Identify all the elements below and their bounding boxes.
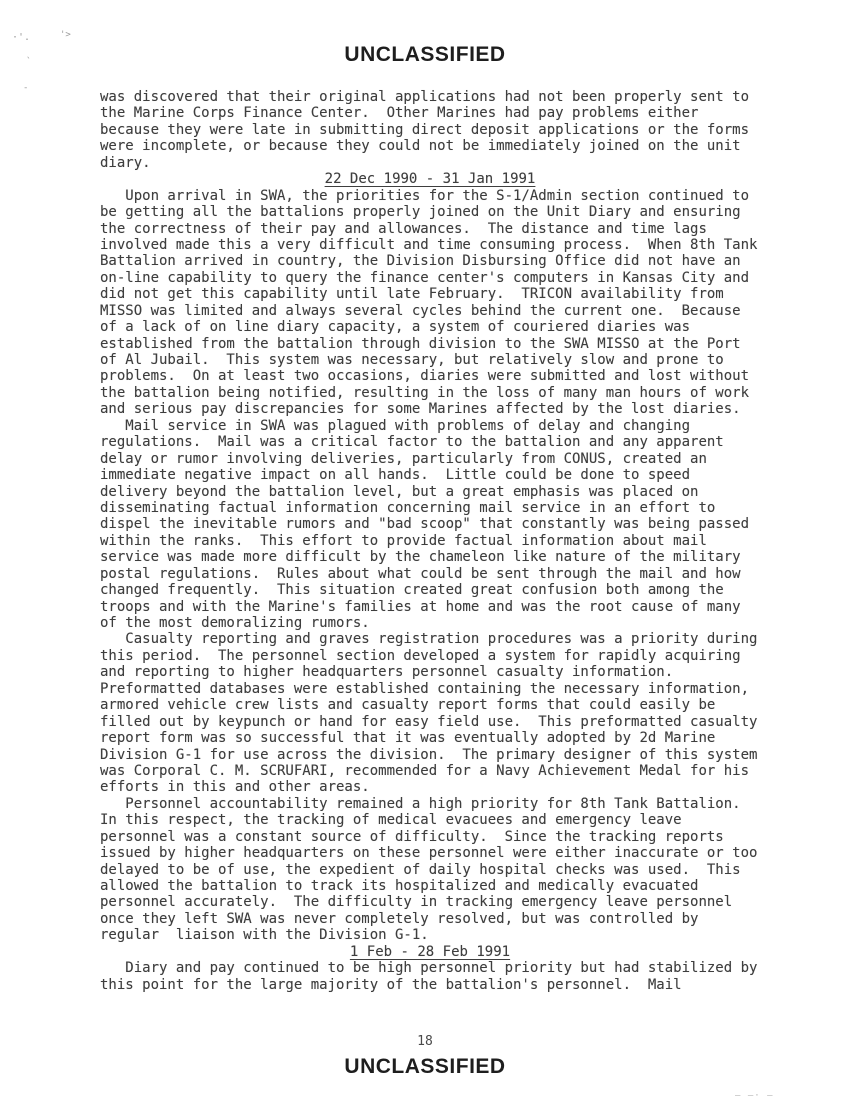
text-line: did not get this capability until late February. TRICON availability from xyxy=(100,286,724,303)
text-line: issued by higher headquarters on these personnel were either inaccurate or too xyxy=(100,845,758,862)
text-line: disseminating factual information concerning mail service in an effort to xyxy=(100,499,716,516)
scan-dash-artifact: — —· — xyxy=(735,1091,774,1101)
text-line: were incomplete, or because they could not be immediately joined on the unit xyxy=(100,138,741,155)
pencil-mark-artifact: - xyxy=(23,83,29,93)
text-line: delivery beyond the battalion level, but a great emphasis was placed on xyxy=(100,483,699,500)
text-line: was Corporal C. M. SCRUFARI, recommended for a Navy Achievement Medal for his xyxy=(100,762,750,779)
text-line: of Al Jubail. This system was necessary, but relatively slow and prone to xyxy=(100,352,724,368)
text-line: Personnel accountability remained a high priority for 8th Tank Battalion. xyxy=(100,795,741,812)
text-line: Battalion arrived in country, the Division Disbursing Office did not have an xyxy=(100,253,741,270)
text-line: the battalion being notified, resulting in the loss of many man hours of work xyxy=(100,384,750,401)
text-line: established from the battalion through division to the SWA MISSO at the Port xyxy=(100,335,741,352)
text-line: diary. xyxy=(100,154,151,171)
text-line: this period. The personnel section developed a system for rapidly acquiring xyxy=(100,647,741,664)
text-line: changed frequently. This situation created great confusion both among the xyxy=(100,582,724,599)
text-line: efforts in this and other areas. xyxy=(100,779,370,796)
text-line: allowed the battalion to track its hospitalized and medically evacuated xyxy=(100,878,699,894)
text-line: report form was so successful that it was eventually adopted by 2d Marine xyxy=(100,730,716,747)
text-line: the Marine Corps Finance Center. Other Marines had pay problems either xyxy=(100,105,699,122)
text-line: troops and with the Marine's families at home and was the root cause of many xyxy=(100,598,741,615)
text-line: problems. On at least two occasions, diaries were submitted and lost without xyxy=(100,368,750,385)
text-line: once they left SWA was never completely resolved, but was controlled by xyxy=(100,910,699,927)
text-line: personnel was a constant source of difficulty. Since the tracking reports xyxy=(100,828,724,845)
pencil-mark-artifact: '> xyxy=(60,30,71,40)
classification-header: UNCLASSIFIED xyxy=(344,43,506,66)
pencil-mark-artifact: ` xyxy=(26,57,32,67)
text-line: and serious pay discrepancies for some Marines affected by the lost diaries. xyxy=(100,401,741,418)
text-line: of a lack of on line diary capacity, a system of couriered diaries was xyxy=(100,319,691,336)
text-line: immediate negative impact on all hands. Little could be done to speed xyxy=(100,467,691,484)
text-line: MISSO was limited and always several cycles behind the current one. Because xyxy=(100,302,741,319)
text-line: personnel accurately. The difficulty in tracking emergency leave personnel xyxy=(100,894,733,911)
section-date-heading-text: 22 Dec 1990 - 31 Jan 1991 xyxy=(324,171,536,188)
text-line: this point for the large majority of the battalion's personnel. Mail xyxy=(100,976,682,993)
text-line: delay or rumor involving deliveries, particularly from CONUS, created an xyxy=(100,450,707,467)
section-date-heading-text: 1 Feb - 28 Feb 1991 xyxy=(349,943,511,960)
text-line: Casualty reporting and graves registration procedures was a priority during xyxy=(100,631,758,648)
text-line: was discovered that their original applications had not been properly sent to xyxy=(100,89,750,105)
text-line: of the most demoralizing rumors. xyxy=(100,615,370,631)
text-line: filled out by keypunch or hand for easy field use. This preformatted casualty xyxy=(100,713,758,730)
text-line: armored vehicle crew lists and casualty report forms that could easily be xyxy=(100,697,716,714)
section-date-heading xyxy=(100,171,760,187)
text-line: Mail service in SWA was plagued with problems of delay and changing xyxy=(100,417,691,434)
text-line: the correctness of their pay and allowances. The distance and time lags xyxy=(100,220,707,237)
document-body xyxy=(100,89,760,993)
text-line: postal regulations. Rules about what could be sent through the mail and how xyxy=(100,565,741,582)
text-line: Preformatted databases were established containing the necessary information, xyxy=(100,680,750,697)
text-line: be getting all the battalions properly joined on the Unit Diary and ensuring xyxy=(100,204,741,221)
text-line: Diary and pay continued to be high personnel priority but had stabilized by xyxy=(100,960,758,977)
text-line: Upon arrival in SWA, the priorities for the S-1/Admin section continued to xyxy=(100,187,750,204)
text-line: Division G-1 for use across the division. The primary designer of this system xyxy=(100,746,758,763)
page-number: 18 xyxy=(417,1034,433,1049)
text-line: dispel the inevitable rumors and "bad scoop" that constantly was being passed xyxy=(100,516,750,533)
section-date-heading xyxy=(100,944,760,960)
text-line: service was made more difficult by the chameleon like nature of the military xyxy=(100,549,741,566)
text-line: delayed to be of use, the expedient of daily hospital checks was used. This xyxy=(100,861,741,878)
pencil-mark-artifact: ·'. xyxy=(12,32,31,43)
text-line: and reporting to higher headquarters personnel casualty information. xyxy=(100,664,674,681)
text-line: regulations. Mail was a critical factor to the battalion and any apparent xyxy=(100,434,724,451)
text-line: on-line capability to query the finance center's computers in Kansas City and xyxy=(100,269,750,286)
text-line: involved made this a very difficult and time consuming process. When 8th Tank xyxy=(100,236,758,253)
text-line: within the ranks. This effort to provide factual information about mail xyxy=(100,532,707,549)
classification-footer: UNCLASSIFIED xyxy=(344,1055,506,1078)
text-line: In this respect, the tracking of medical evacuees and emergency leave xyxy=(100,812,682,829)
text-line: regular liaison with the Division G-1. xyxy=(100,927,429,944)
text-line: because they were late in submitting direct deposit applications or the forms xyxy=(100,121,750,138)
